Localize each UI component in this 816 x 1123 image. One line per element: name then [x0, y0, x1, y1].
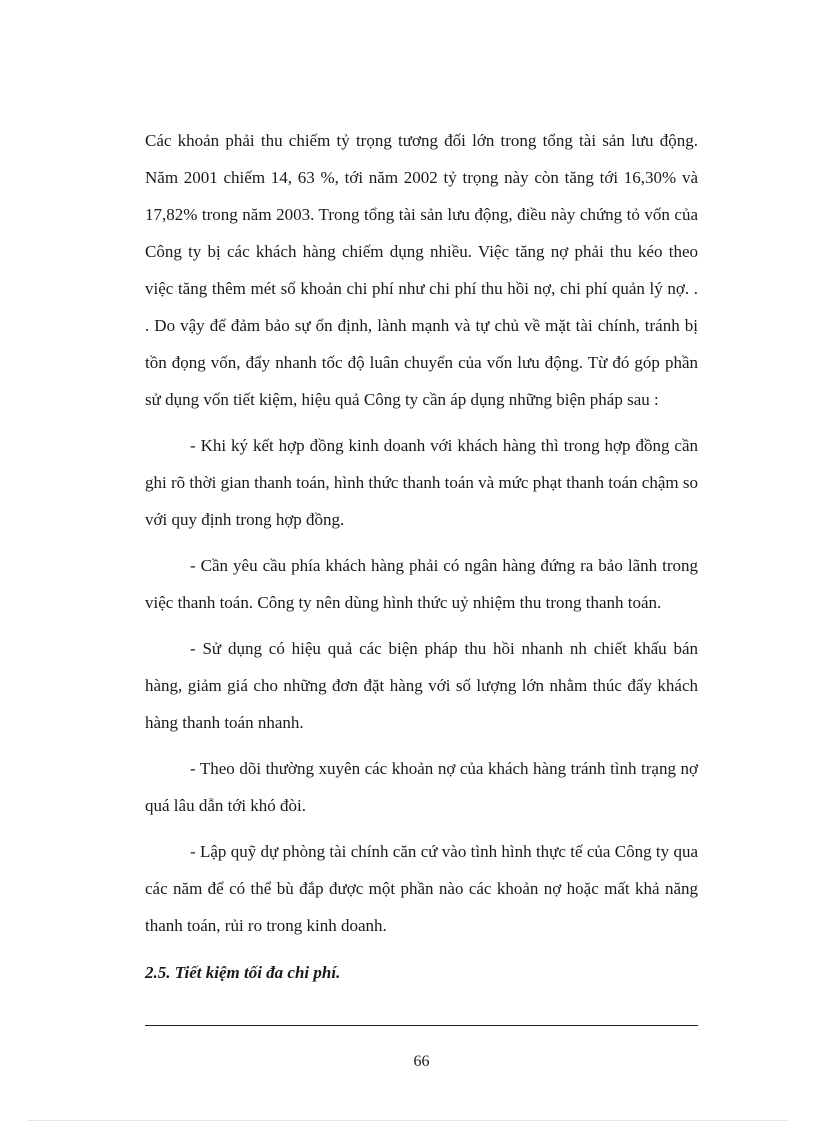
paragraph-measure-discount: - Sử dụng có hiệu quả các biện pháp thu hồi nhanh nh chiết khấu bán hàng, giảm giá cho những đơn đặt hàng với số lượng lớn nhằm thúc đẩy khách hàng thanh toán nhanh.: [145, 639, 698, 732]
paragraph-measure-bank-guarantee: - Cần yêu cầu phía khách hàng phải có ngân hàng đứng ra bảo lãnh trong việc thanh toán. Công ty nên dùng hình thức uỷ nhiệm thu trong thanh toán.: [145, 556, 698, 612]
paragraph-receivables-intro: Các khoản phải thu chiếm tỷ trọng tương đối lớn trong tổng tài sản lưu động. Năm 2001 chiếm 14, 63 %, tới năm 2002 tỷ trọng này còn tăng tới 16,30% và 17,82% trong năm 2003. Trong tổng tài sản lưu động, điều này chứng tỏ vốn của Công ty bị các khách hàng chiếm dụng nhiều. Việc tăng nợ phải thu kéo theo việc tăng thêm mét số khoản chi phí như chi phí thu hồi nợ, chi phí quản lý nợ. . . Do vậy để đảm bảo sự ổn định, lành mạnh và tự chủ về mặt tài chính, tránh bị tồn đọng vốn, đẩy nhanh tốc độ luân chuyển của vốn lưu động. Từ đó góp phần sử dụng vốn tiết kiệm, hiệu quả Công ty cần áp dụng những biện pháp sau :: [145, 131, 698, 409]
paragraph-measure-reserve-fund: - Lập quỹ dự phòng tài chính căn cứ vào tình hình thực tế của Công ty qua các năm để có thể bù đắp được một phần nào các khoản nợ hoặc mất khả năng thanh toán, rủi ro trong kinh doanh.: [145, 842, 698, 935]
section-heading: 2.5. Tiết kiệm tối đa chi phí.: [145, 963, 341, 982]
page-body: [145, 122, 698, 990]
footer-divider: [145, 1025, 698, 1026]
paragraph-measure-monitor-debt: - Theo dõi thường xuyên các khoản nợ của khách hàng tránh tình trạng nợ quá lâu dẫn tới khó đòi.: [145, 759, 698, 815]
page-bottom-edge: [28, 1120, 788, 1121]
page-number: 66: [413, 1053, 430, 1070]
paragraph-measure-contract: - Khi ký kết hợp đồng kinh doanh với khách hàng thì trong hợp đồng cần ghi rõ thời gian thanh toán, hình thức thanh toán và mức phạt thanh toán chậm so với quy định trong hợp đồng.: [145, 436, 698, 529]
